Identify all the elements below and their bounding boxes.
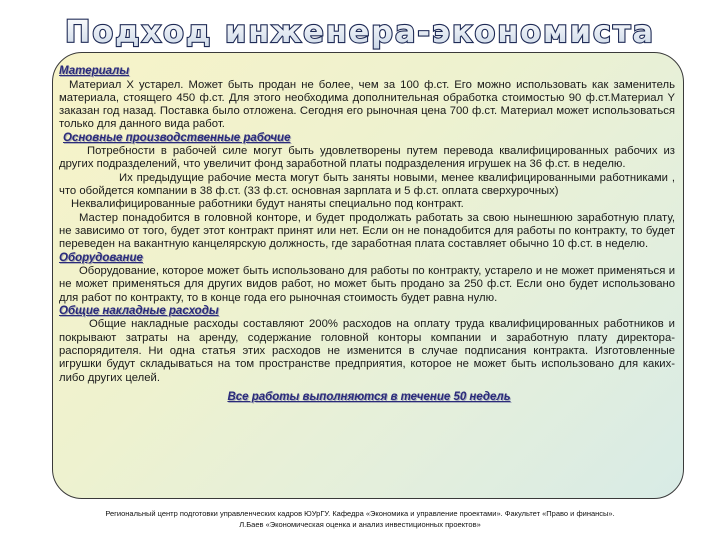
- credits: [60, 508, 660, 530]
- slide-title-text: Подход инженера-экономиста: [65, 15, 655, 50]
- section-heading: Оборудование: [59, 251, 143, 264]
- credits-line: Л.Баев «Экономическая оценка и анализ инвестиционных проектов»: [239, 520, 481, 529]
- section-heading: Общие накладные расходы: [59, 304, 219, 317]
- section-heading: Материалы: [59, 65, 130, 77]
- slide-title: [0, 6, 720, 54]
- section-paragraph: Материал X устарел. Может быть продан не более, чем за 100 ф.ст. Его можно использовать как заменитель материала, стоящего 450 ф.ст. Для этого необходима дополнительная обработка стоимостью 90 ф.ст.Материал Y заказан год назад. Поставка было отложена. Сегодня его рыночная цена 700 ф.ст. Материал может использоваться только для данного вида работ.: [59, 78, 675, 131]
- content-panel: [52, 52, 684, 499]
- section-paragraph: Общие накладные расходы составляют 200% расходов на оплату труда квалифицированных работников и покрывают затраты на аренду, содержание головной конторы компании и заработную плату директора-распорядителя. Ни одна статья этих расходов не изменится в случае подписания контракта. Изготовленные игрушки будут складываться на том пространстве предприятия, которое не может быть использовано для каких-либо других целей.: [59, 318, 675, 384]
- section-materials: [53, 65, 684, 132]
- closing-note: Все работы выполняются в течение 50 недель: [227, 390, 511, 403]
- section-workers: [53, 132, 684, 252]
- section-paragraph: Их предыдущие рабочие места могут быть заняты новыми, менее квалифицированными работниками , что обойдется компании в 38 ф.ст. (33 ф.ст. основная зарплата и 5 ф.ст. оплата сверхурочных): [59, 171, 675, 198]
- section-overheads: [53, 305, 684, 385]
- section-heading: Основные производственные рабочие: [63, 131, 291, 144]
- section-paragraph: Мастер понадобится в головной конторе, и будет продолжать работать за свою нынешнюю заработную плату, не зависимо от того, будет этот контракт принят или нет. Если он не понадобится для работы по контракту, то будет переведен на вакантную канцелярскую должность, где заработная плата составляет обычно 10 ф.ст. в неделю.: [59, 211, 675, 251]
- section-equipment: [53, 252, 684, 305]
- section-paragraph: Потребности в рабочей силе могут быть удовлетворены путем перевода квалифицированных рабочих из других подразделений, что увеличит фонд заработной платы подразделения игрушек на 36 ф.ст. в неделю.: [59, 145, 675, 171]
- section-paragraph: Неквалифицированные работники будут наняты специально под контракт.: [71, 198, 464, 211]
- slide-title-graphic: [0, 6, 720, 54]
- credits-line: Региональный центр подготовки управленческих кадров ЮУрГУ. Кафедра «Экономика и управление проектами». Факультет «Право и финансы».: [105, 509, 615, 518]
- section-paragraph: Оборудование, которое может быть использовано для работы по контракту, устарело и не может применяться и не может применяться для других видов работ, но может быть продано за 250 ф.ст. Если оно будет использовано для работ по контракту, то в конце года его рыночная стоимость будет равна нулю.: [59, 265, 675, 304]
